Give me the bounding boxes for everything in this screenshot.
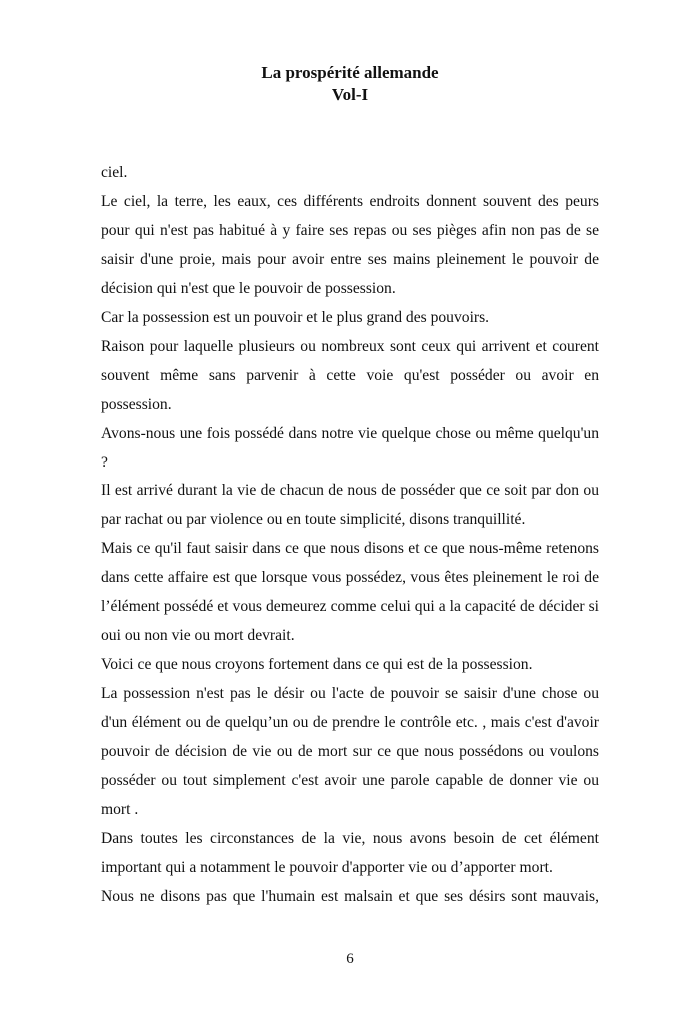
paragraph: Raison pour laquelle plusieurs ou nombreux sont ceux qui arrivent et courent souvent même sans parvenir à cette voie qu'est posséder ou avoir en possession. bbox=[101, 337, 599, 413]
volume-label: Vol-I bbox=[331, 85, 369, 104]
paragraph: Car la possession est un pouvoir et le plus grand des pouvoirs. bbox=[101, 308, 490, 326]
paragraph: La possession n'est pas le désir ou l'acte de pouvoir se saisir d'une chose ou d'un élément ou de quelqu’un ou de prendre le contrôle etc. , mais c'est d'avoir pouvoir de décision de vie ou de mort sur ce que nous possédons ou voulons posséder ou tout simplement c'est avoir une parole capable de donner vie ou mort . bbox=[101, 685, 599, 818]
paragraph: Voici ce que nous croyons fortement dans ce qui est de la possession. bbox=[101, 656, 533, 674]
body-text bbox=[101, 159, 599, 912]
paragraph: Mais ce qu'il faut saisir dans ce que nous disons et ce que nous-même retenons dans cette affaire est que lorsque vous possédez, vous êtes pleinement le roi de l’élément possédé et vous demeurez comme celui qui a la capacité de décider si oui ou non vie ou mort devrait. bbox=[101, 540, 599, 645]
paragraph: Avons-nous une fois possédé dans notre vie quelque chose ou même quelqu'un ? bbox=[101, 424, 599, 471]
paragraph: ciel. bbox=[101, 164, 128, 181]
paragraph: Il est arrivé durant la vie de chacun de nous de posséder que ce soit par don ou par rachat ou par violence ou en toute simplicité, disons tranquillité. bbox=[101, 482, 599, 529]
book-title: La prospérité allemande bbox=[261, 63, 439, 82]
paragraph: Le ciel, la terre, les eaux, ces différents endroits donnent souvent des peurs pour qui n'est pas habitué à y faire ses repas ou ses pièges afin non pas de se saisir d'une proie, mais pour avoir entre ses mains pleinement le pouvoir de décision qui n'est que le pouvoir de possession. bbox=[101, 192, 599, 297]
paragraph: Nous ne disons pas que l'humain est malsain et que ses désirs sont mauvais, bbox=[101, 887, 599, 905]
page-header bbox=[0, 62, 700, 106]
paragraph: Dans toutes les circonstances de la vie, nous avons besoin de cet élément important qui a notamment le pouvoir d'apporter vie ou d’apporter mort. bbox=[101, 829, 599, 876]
page-number: 6 bbox=[346, 951, 354, 967]
